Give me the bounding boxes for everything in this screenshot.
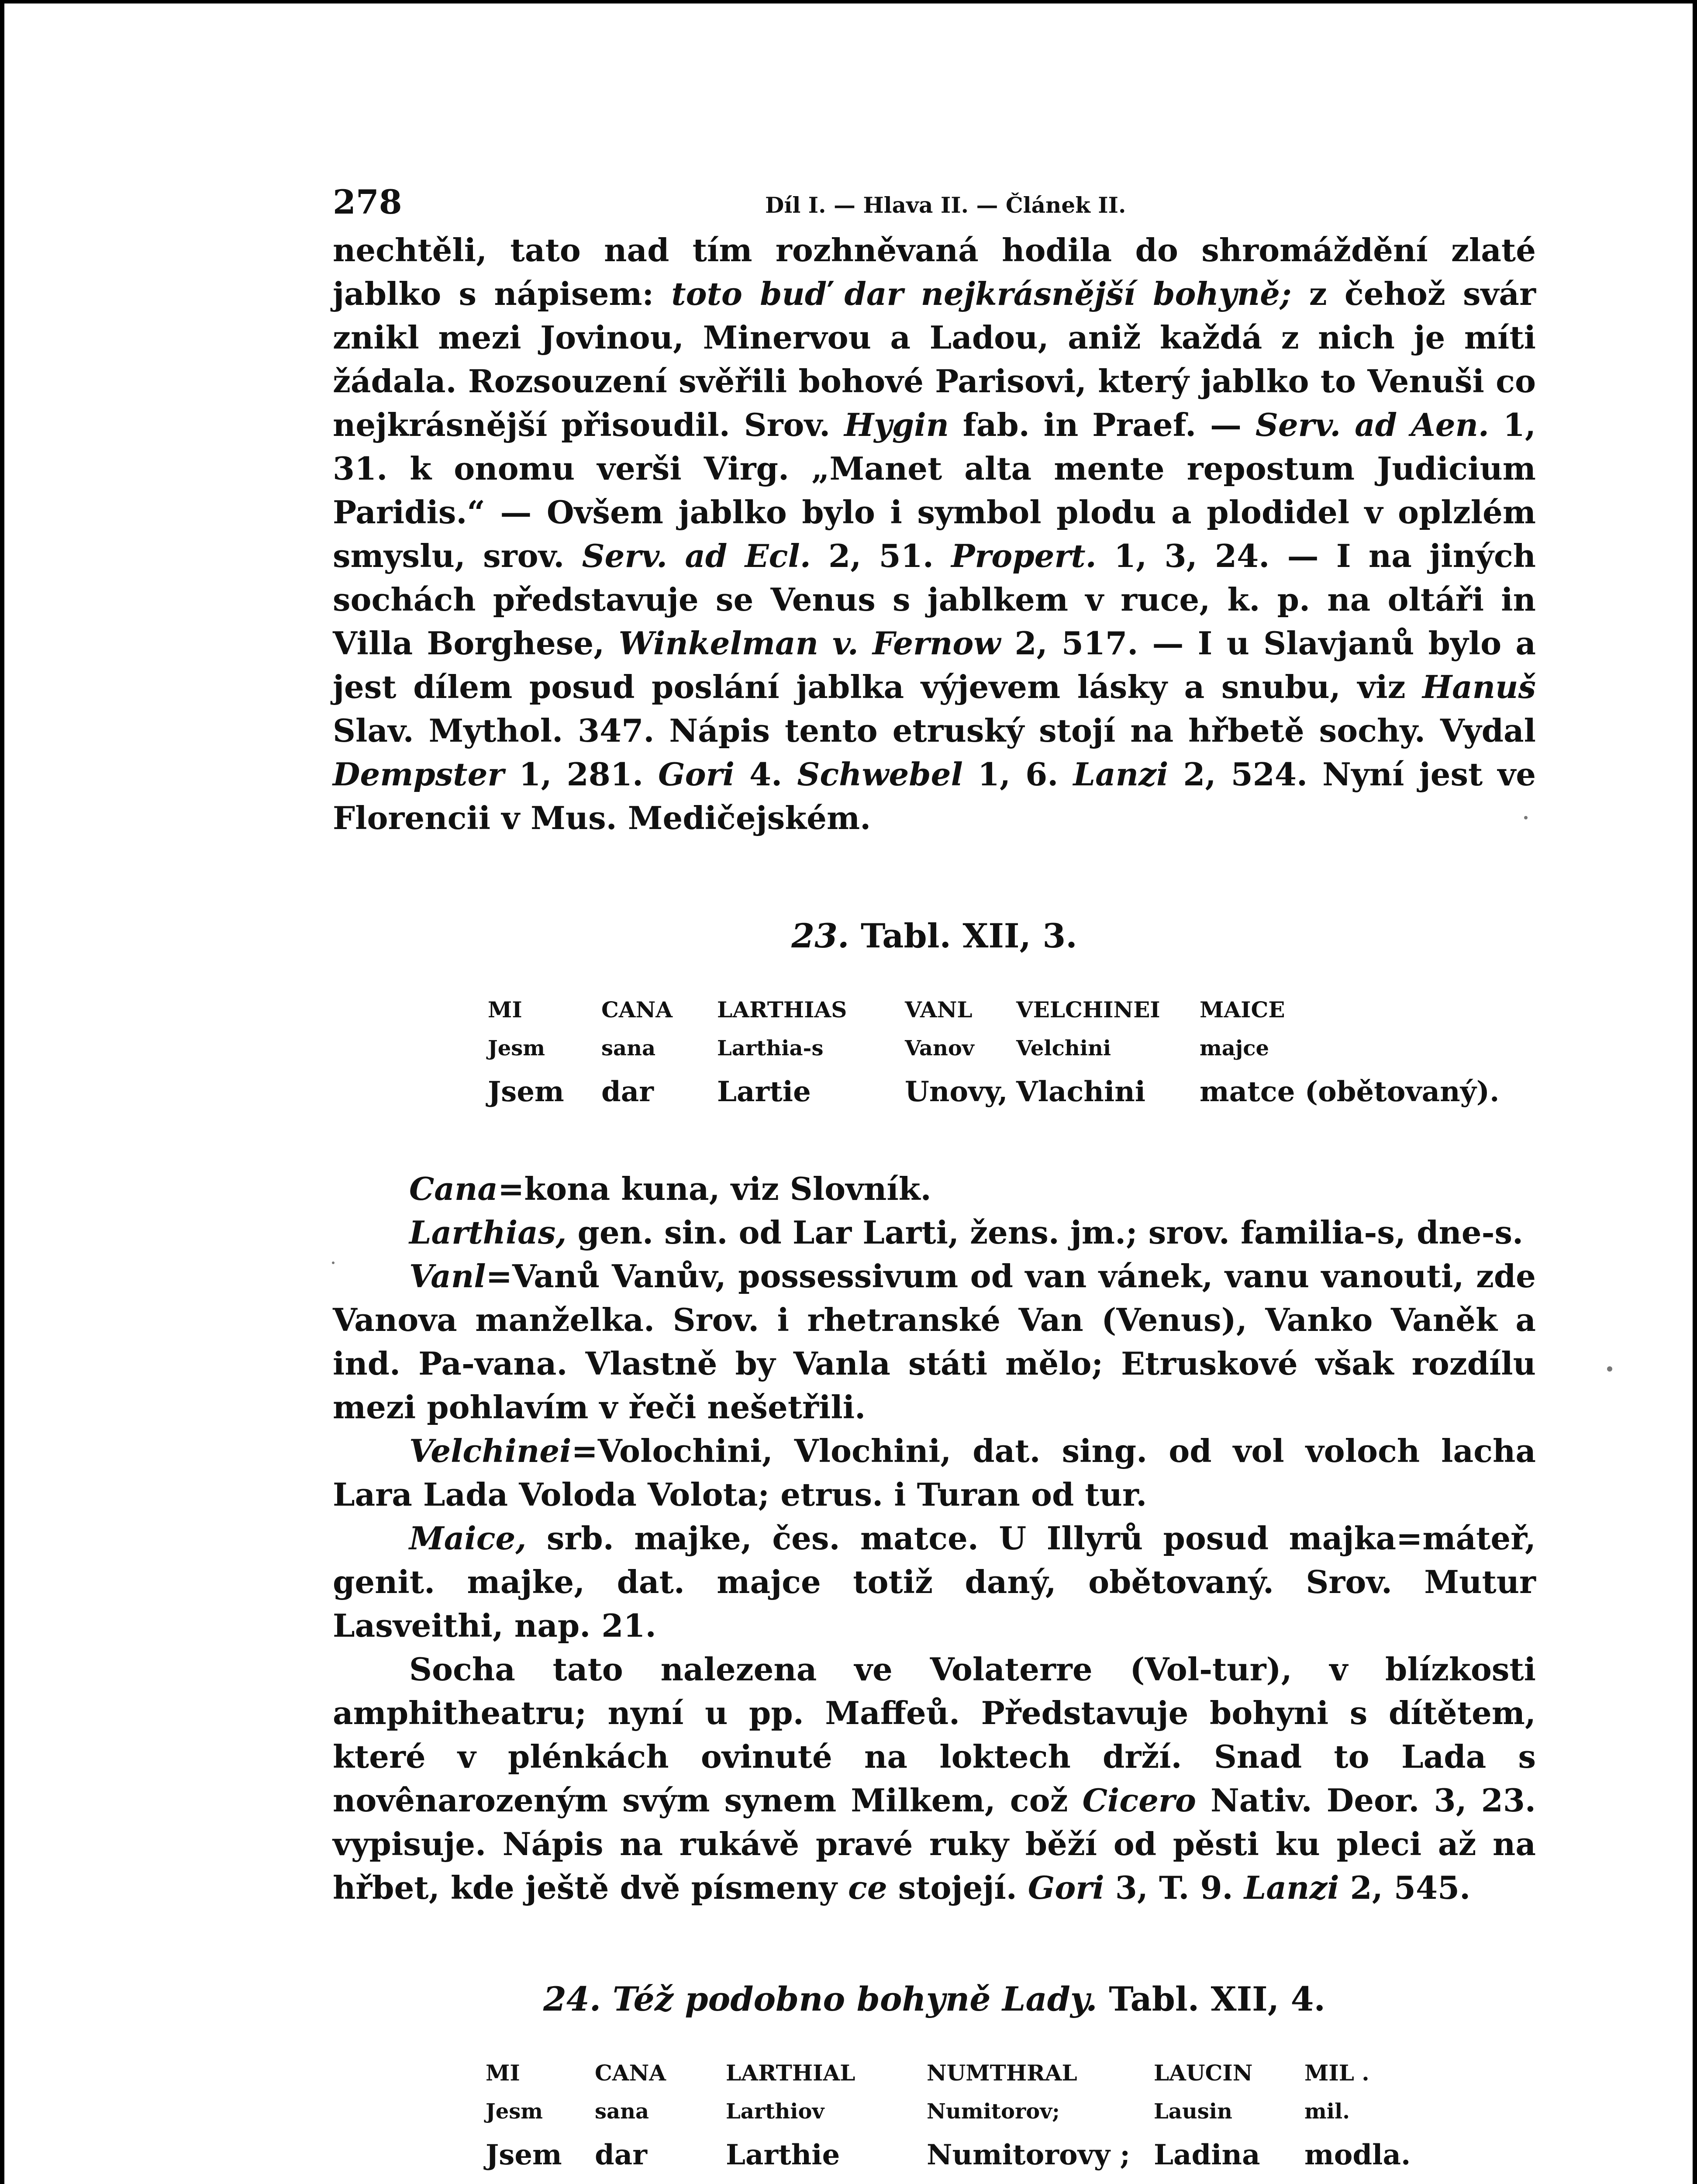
table-row: [488, 1075, 1499, 1119]
text-run: =kona kuna, viz Slovník.: [497, 1170, 931, 1207]
table-cell: Vanov: [905, 1036, 974, 1061]
section-23-heading: [333, 916, 1536, 955]
text-run: 4.: [734, 756, 797, 793]
text-run: =Volochini, Vlochini, dat. sing. od vol voloch lacha Lara Lada Voloda Volota; etrus. i Turan od tur.: [333, 1432, 1536, 1513]
content: [333, 178, 1536, 2184]
term: Maice,: [409, 1520, 527, 1557]
note-paragraph: [333, 1167, 1536, 1211]
citation-author: Lanzi: [1073, 756, 1169, 793]
table-cell: MI: [486, 2060, 520, 2086]
section-title-italic: Též podobno bohyně Lady.: [601, 1980, 1097, 2018]
table-cell: MI: [488, 997, 522, 1023]
text-run: stojejí.: [887, 1869, 1028, 1906]
citation-author: Hanuš: [1422, 668, 1536, 705]
table-cell: Jesm: [488, 1036, 545, 1061]
table-cell: MIL .: [1304, 2060, 1369, 2086]
note-paragraph: [333, 1429, 1536, 1517]
table-cell: VELCHINEI: [1016, 997, 1160, 1023]
note-paragraph: [333, 1211, 1536, 1254]
table-cell: Numitorovy ;: [927, 2139, 1130, 2171]
table-row: [486, 2099, 1411, 2139]
text-run: 1, 3, 24. — I na jiných sochách představuje se Venus s jablkem v ruce, k. p. na oltáři in Villa Borghese,: [333, 537, 1536, 662]
table-cell: MAICE: [1200, 997, 1285, 1023]
section-23-notes: [333, 1167, 1536, 1910]
citation-author: Lanzi: [1244, 1869, 1339, 1906]
text-run: srb. majke, čes. matce. U Illyrů posud majka=máteř, genit. majke, dat. majce totiž daný, obětovaný. Srov. Mutur Lasveithi, nap. 21.: [333, 1520, 1536, 1644]
table-cell: mil.: [1304, 2099, 1350, 2124]
table-cell: Unovy,: [905, 1075, 1008, 1108]
table-cell: Larthia-s: [717, 1036, 824, 1061]
citation-author: Propert.: [951, 537, 1097, 574]
section-number: 24.: [543, 1980, 601, 2018]
citation-author: Dempster: [333, 756, 504, 793]
page-header: [333, 178, 1536, 228]
table-row: [488, 997, 1499, 1036]
citation-author: Gori: [1028, 1869, 1104, 1906]
page-number: 278: [333, 183, 402, 221]
text-run: =Vanů Vanův, possessivum od van vánek, vanu vanouti, zde Vanova manželka. Srov. i rhetranské Van (Venus), Vanko Vaněk a ind. Pa-vana. Vlastně by Vanla státi mělo; Etruskové však rozdílu mezi pohlavím v řeči nešetřili.: [333, 1258, 1536, 1426]
table-cell: majce: [1200, 1036, 1269, 1061]
citation-author: Hygin: [844, 406, 949, 443]
section-24-heading: [333, 1980, 1536, 2018]
text-run: 1, 281.: [504, 756, 659, 793]
text-run: 2, 51.: [811, 537, 952, 574]
text-run: Socha tato nalezena ve Volaterre (Vol-tur), v blízkosti amphitheatru; nyní u pp. Maffeů. Představuje bohyni s dítětem, které v plénkách ovinuté na loktech drží. Snad to Lada s novênarozeným svým synem Milkem, což: [333, 1651, 1536, 1819]
text-run: 2, 545.: [1339, 1869, 1471, 1906]
text-run: Slav. Mythol. 347. Nápis tento etruský stojí na hřbetě sochy. Vydal: [333, 712, 1536, 749]
table-cell: CANA: [595, 2060, 666, 2086]
table-cell: NUMTHRAL: [927, 2060, 1077, 2086]
text-run: nechtěli, tato nad tím rozhněvaná hodila do shromáždění zlaté jablko s nápisem:: [333, 232, 1536, 312]
table-cell: CANA: [601, 997, 673, 1023]
term: ce: [848, 1869, 887, 1906]
term: Larthias,: [409, 1214, 567, 1251]
term: Cana: [409, 1170, 498, 1207]
section-title: Tabl. XII, 4.: [1097, 1980, 1325, 2018]
inscription-table-23: [488, 997, 1499, 1119]
table-cell: LARTHIAL: [726, 2060, 855, 2086]
citation-author: Winkelman v. Fernow: [618, 625, 1001, 662]
citation-author: Serv. ad Aen.: [1255, 406, 1489, 443]
table-cell: Larthiov: [726, 2099, 824, 2124]
table-cell: sana: [601, 1036, 656, 1061]
text-run: z čehož svár znikl mezi Jovinou, Minervou a Ladou, aniž každá z nich je míti žádala. Rozsouzení svěřili bohové Parisovi, který jablko to Venuši co nejkrásnější přisoudil. Srov.: [333, 275, 1536, 443]
table-cell: sana: [595, 2099, 649, 2124]
table-cell: Jsem: [486, 2139, 562, 2171]
table-cell: Vlachini: [1016, 1075, 1146, 1108]
table-row: [486, 2060, 1411, 2099]
citation-author: Cicero: [1082, 1782, 1196, 1819]
speck: [332, 1261, 335, 1264]
text-run: 1, 6.: [962, 756, 1073, 793]
table-cell: matce (obětovaný).: [1200, 1075, 1500, 1108]
note-paragraph: [333, 1648, 1536, 1910]
speck: [1607, 1366, 1612, 1372]
table-cell: LARTHIAS: [717, 997, 847, 1023]
table-cell: VANL: [905, 997, 973, 1023]
table-cell: Numitorov;: [927, 2099, 1060, 2124]
intro-text: [333, 228, 1536, 840]
note-paragraph: [333, 1254, 1536, 1429]
table-cell: Larthie: [726, 2139, 840, 2171]
text-run: Nativ. Deor. 3, 23. vypisuje. Nápis na rukávě pravé ruky běží od pěsti ku pleci až na hřbet, kde ještě dvě písmeny: [333, 1782, 1536, 1906]
citation-author: Gori: [658, 756, 735, 793]
text-run: 3, T. 9.: [1104, 1869, 1244, 1906]
table-cell: Lausin: [1154, 2099, 1232, 2124]
inscription-quote: toto buď dar nejkrásnější bohyně;: [671, 275, 1292, 312]
speck: [1524, 816, 1528, 819]
table-row: [488, 1036, 1499, 1075]
text-run: 1, 31. k onomu verši Virg. „Manet alta mente repostum Judicium Paridis.“ — Ovšem jablko bylo i symbol plodu a plodidel v oplzlém smyslu, srov.: [333, 406, 1536, 574]
text-run: fab. in Praef. —: [949, 406, 1256, 443]
table-cell: dar: [601, 1075, 654, 1108]
note-paragraph: [333, 1517, 1536, 1648]
term: Vanl: [409, 1258, 486, 1295]
section-title: Tabl. XII, 3.: [849, 916, 1077, 955]
text-run: gen. sin. od Lar Larti, žens. jm.; srov. familia-s, dne-s.: [566, 1214, 1524, 1251]
table-cell: modla.: [1304, 2139, 1411, 2171]
table-cell: Ladina: [1154, 2139, 1260, 2171]
page: [4, 3, 1693, 2184]
table-cell: Velchini: [1016, 1036, 1111, 1061]
section-number: 23.: [791, 916, 849, 955]
table-cell: Jesm: [486, 2099, 543, 2124]
term: Velchinei: [409, 1432, 572, 1469]
text-run: 2, 517. — I u Slavjanů bylo a jest dílem posud poslání jablka výjevem lásky a snubu, viz: [333, 625, 1536, 705]
citation-author: Serv. ad Ecl.: [582, 537, 811, 574]
intro-paragraph: [333, 228, 1536, 840]
table-cell: Jsem: [488, 1075, 564, 1108]
citation-author: Schwebel: [797, 756, 963, 793]
table-cell: dar: [595, 2139, 647, 2171]
text-run: 2, 524. Nyní jest ve Florencii v Mus. Medičejském.: [333, 756, 1536, 836]
table-cell: Lartie: [717, 1075, 811, 1108]
table-row: [486, 2139, 1411, 2182]
table-cell: LAUCIN: [1154, 2060, 1253, 2086]
running-title: Díl I. — Hlava II. — Článek II.: [765, 192, 1126, 218]
inscription-table-24: [486, 2060, 1411, 2182]
